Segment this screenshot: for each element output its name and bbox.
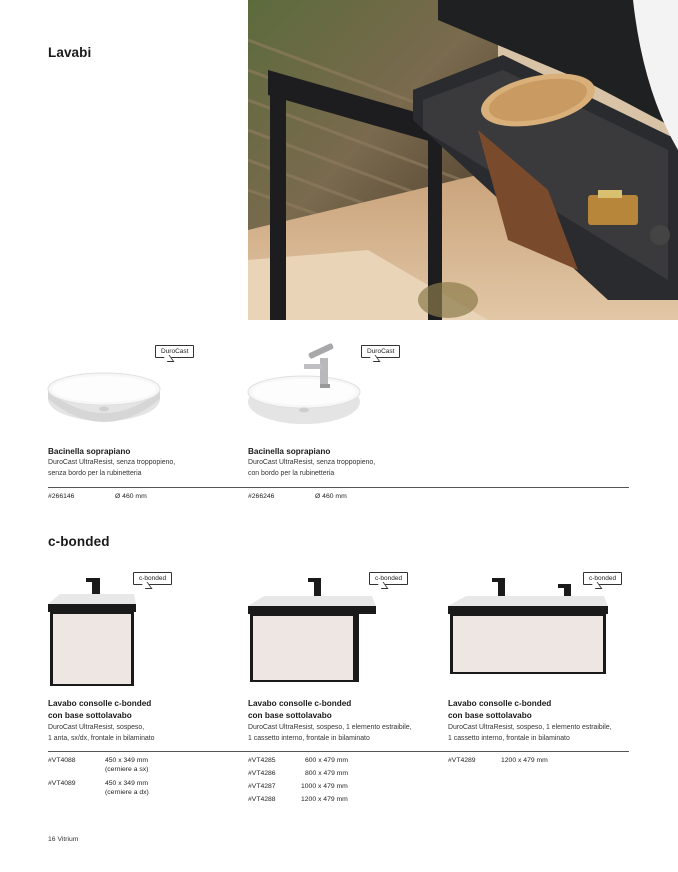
- console-desc-3b: 1 cassetto interno, frontale in bilaminato: [448, 735, 570, 742]
- bowl-image-1: [46, 365, 162, 429]
- console-code-row: #VT4288: [248, 796, 276, 803]
- console-title-1b: con base sottolavabo: [48, 711, 132, 720]
- console-code-row: #VT4287: [248, 783, 276, 790]
- bowl-title-1: Bacinella soprapiano: [48, 447, 131, 456]
- bowl-size-2: Ø 460 mm: [315, 493, 347, 500]
- console-title-3b: con base sottolavabo: [448, 711, 532, 720]
- bowl-image-2: [246, 340, 362, 432]
- bowl-desc-1b: senza bordo per la rubinetteria: [48, 470, 142, 477]
- console-title-2a: Lavabo consolle c-bonded: [248, 699, 352, 708]
- console-size-row: 600 x 479 mm: [305, 757, 349, 764]
- console-desc-1b: 1 anta, sx/dx, frontale in bilaminato: [48, 735, 155, 742]
- console-desc-2a: DuroCast UltraResist, sospeso, 1 elemento estraibile,: [248, 724, 412, 731]
- console-code-row: #VT4089: [48, 780, 76, 787]
- console-desc-2b: 1 cassetto interno, frontale in bilaminato: [248, 735, 370, 742]
- bowl-size-1: Ø 460 mm: [115, 493, 147, 500]
- hero-photo: [248, 0, 678, 320]
- bowl-code-2: #266246: [248, 493, 275, 500]
- console-code-row: #VT4289: [448, 757, 476, 764]
- console-note-row: (cerniere a dx): [105, 789, 149, 796]
- console-desc-1a: DuroCast UltraResist, sospeso,: [48, 724, 145, 731]
- bowl-desc-2a: DuroCast UltraResist, senza troppopieno,: [248, 459, 376, 466]
- console-title-1a: Lavabo consolle c-bonded: [48, 699, 152, 708]
- console-code-row: #VT4285: [248, 757, 276, 764]
- cbonded-badge-3: c-bonded: [583, 572, 622, 585]
- console-size-row: 450 x 349 mm: [105, 757, 149, 764]
- bowl-code-1: #266146: [48, 493, 75, 500]
- console-image-3: [446, 574, 610, 678]
- console-image-2: [246, 574, 378, 686]
- console-size-row: 450 x 349 mm: [105, 780, 149, 787]
- section-heading-lavabi: Lavabi: [48, 45, 92, 60]
- bowl-desc-2b: con bordo per la rubinetteria: [248, 470, 335, 477]
- console-code-row: #VT4088: [48, 757, 76, 764]
- console-note-row: (cerniere a sx): [105, 766, 149, 773]
- console-size-row: 1200 x 479 mm: [501, 757, 548, 764]
- console-code-row: #VT4286: [248, 770, 276, 777]
- cbonded-badge-1: c-bonded: [133, 572, 172, 585]
- console-title-2b: con base sottolavabo: [248, 711, 332, 720]
- console-size-row: 800 x 479 mm: [305, 770, 349, 777]
- divider: [48, 487, 629, 488]
- section-heading-cbonded: c-bonded: [48, 534, 110, 549]
- console-size-row: 1200 x 479 mm: [301, 796, 348, 803]
- durocast-badge-1: DuroCast: [155, 345, 194, 358]
- console-title-3a: Lavabo consolle c-bonded: [448, 699, 552, 708]
- console-size-row: 1000 x 479 mm: [301, 783, 348, 790]
- console-image-1: [46, 574, 138, 692]
- divider: [48, 751, 629, 752]
- durocast-badge-2: DuroCast: [361, 345, 400, 358]
- bowl-desc-1a: DuroCast UltraResist, senza troppopieno,: [48, 459, 176, 466]
- bowl-title-2: Bacinella soprapiano: [248, 447, 331, 456]
- console-desc-3a: DuroCast UltraResist, sospeso, 1 elemento estraibile,: [448, 724, 612, 731]
- page-footer: 16 Vitrium: [48, 836, 79, 843]
- cbonded-badge-2: c-bonded: [369, 572, 408, 585]
